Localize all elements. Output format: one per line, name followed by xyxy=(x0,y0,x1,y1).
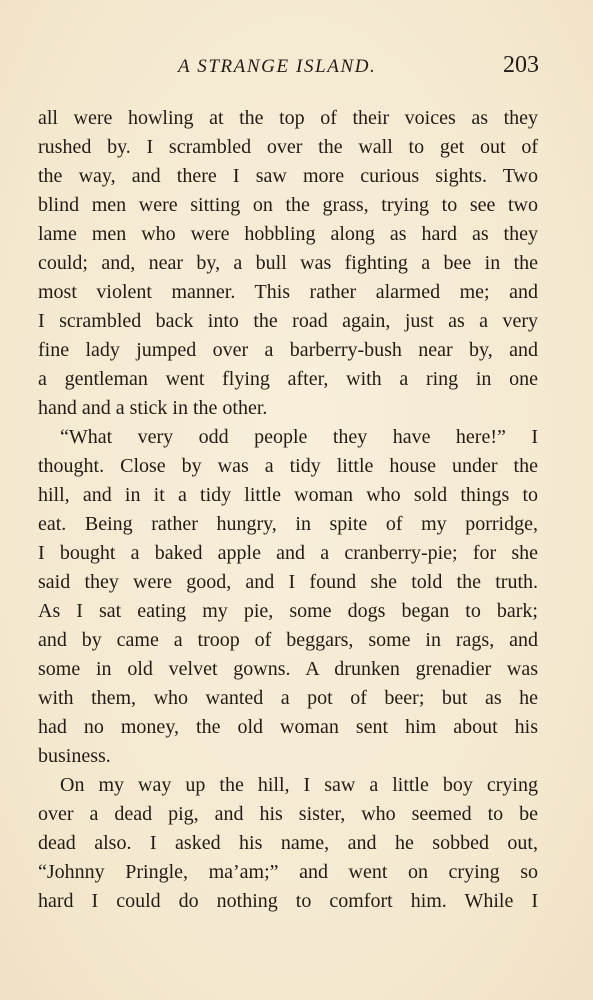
text-line: and by came a troop of beggars, some in rags, and xyxy=(38,629,538,651)
text-line: could; and, near by, a bull was fighting a bee in the xyxy=(38,252,538,274)
text-line: lame men who were hobbling along as hard as they xyxy=(38,223,538,245)
text-line: said they were good, and I found she told the truth. xyxy=(38,571,538,593)
text-line: On my way up the hill, I saw a little boy crying xyxy=(60,774,538,796)
text-line: “What very odd people they have here!” I xyxy=(60,426,538,448)
text-line: I bought a baked apple and a cranberry-pie; for she xyxy=(38,542,538,564)
text-line: fine lady jumped over a barberry-bush near by, and xyxy=(38,339,538,361)
text-line: had no money, the old woman sent him about his xyxy=(38,716,538,738)
text-line: hard I could do nothing to comfort him. While I xyxy=(38,890,538,912)
text-line: I scrambled back into the road again, just as a very xyxy=(38,310,538,332)
text-line: hill, and in it a tidy little woman who sold things to xyxy=(38,484,538,506)
text-line: with them, who wanted a pot of beer; but as he xyxy=(38,687,538,709)
text-line: dead also. I asked his name, and he sobbed out, xyxy=(38,832,538,854)
text-line: the way, and there I saw more curious sights. Two xyxy=(38,165,538,187)
page-number: 203 xyxy=(503,52,539,78)
text-line: thought. Close by was a tidy little house under the xyxy=(38,455,538,477)
body-text xyxy=(38,104,538,916)
text-line: As I sat eating my pie, some dogs began to bark; xyxy=(38,600,538,622)
running-title: A STRANGE ISLAND. xyxy=(178,56,377,77)
text-line: blind men were sitting on the grass, trying to see two xyxy=(38,194,538,216)
text-line: some in old velvet gowns. A drunken grenadier was xyxy=(38,658,538,680)
text-line: eat. Being rather hungry, in spite of my porridge, xyxy=(38,513,538,535)
text-line: a gentleman went flying after, with a ring in one xyxy=(38,368,538,390)
text-line: most violent manner. This rather alarmed me; and xyxy=(38,281,538,303)
text-line: hand and a stick in the other. xyxy=(38,397,268,419)
running-header xyxy=(38,52,541,86)
text-line: business. xyxy=(38,745,111,767)
text-line: all were howling at the top of their voices as they xyxy=(38,107,538,129)
text-line: over a dead pig, and his sister, who seemed to be xyxy=(38,803,538,825)
text-line: rushed by. I scrambled over the wall to get out of xyxy=(38,136,538,158)
text-line: “Johnny Pringle, ma’am;” and went on crying so xyxy=(38,861,538,883)
